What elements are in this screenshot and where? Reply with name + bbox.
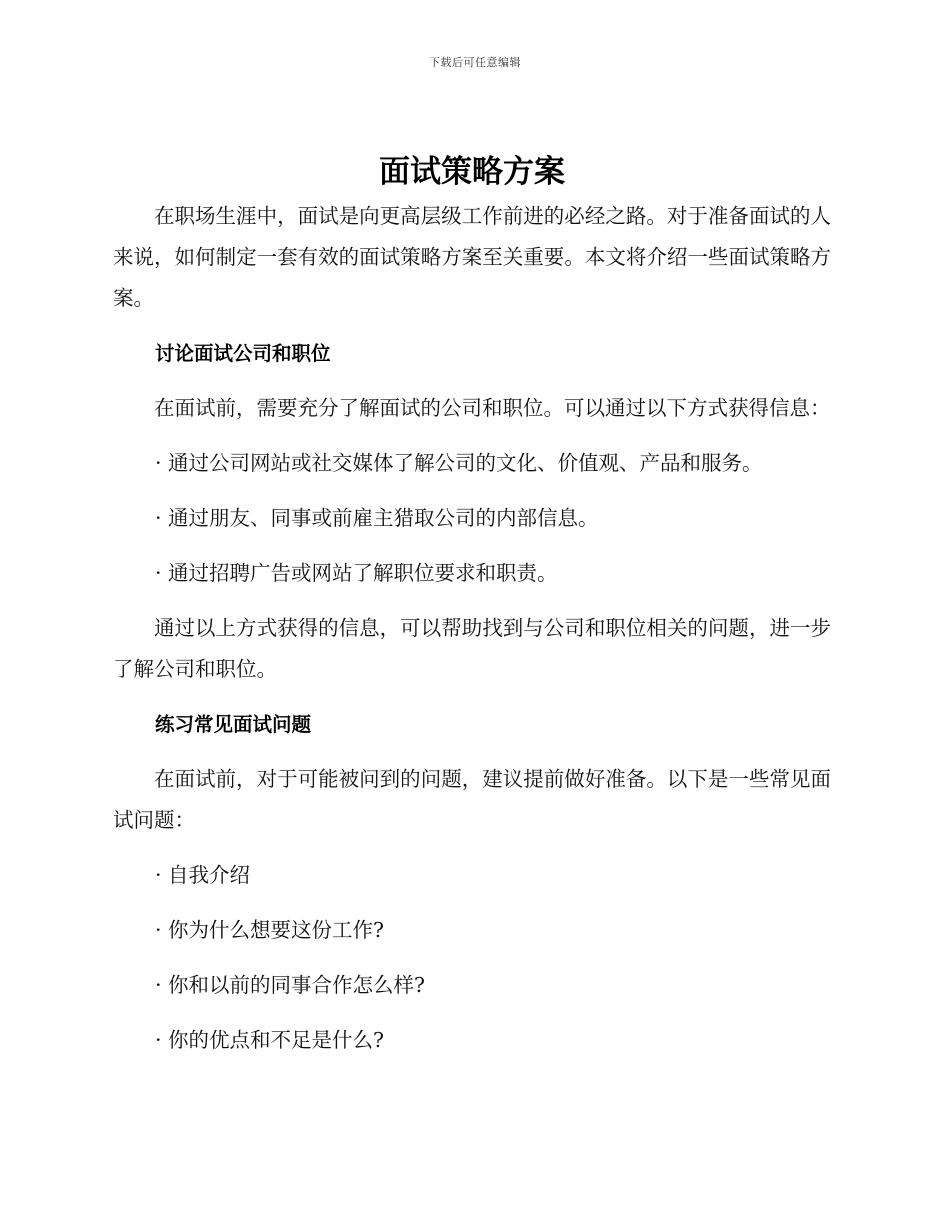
header-note: 下载后可任意编辑 (429, 56, 521, 69)
section2-paragraph: 在面试前，对于可能被问到的问题，建议提前做好准备。以下是一些常见面试问题： (113, 767, 831, 832)
section-heading-company: 讨论面试公司和职位 (155, 342, 331, 365)
spacer (113, 1006, 831, 1020)
spacer (113, 690, 831, 704)
list-item: · 自我介绍 (155, 863, 251, 887)
list-item: · 通过招聘广告或网站了解职位要求和职责。 (155, 561, 558, 585)
list-item: · 通过朋友、同事或前雇主猎取公司的内部信息。 (155, 506, 599, 530)
intro-paragraph: 在职场生涯中，面试是向更高层级工作前进的必经之路。对于准备面试的人来说，如何制定一套有效的面试策略方案至关重要。本文将介绍一些面试策略方案。 (113, 204, 831, 310)
section1-paragraph: 在面试前，需要充分了解面试的公司和职位。可以通过以下方式获得信息： (154, 396, 831, 420)
spacer (113, 429, 831, 443)
spacer (113, 319, 831, 333)
spacer (113, 896, 831, 910)
section1-summary-paragraph: 通过以上方式获得的信息，可以帮助找到与公司和职位相关的问题，进一步了解公司和职位。 (113, 616, 831, 681)
list-item: · 你的优点和不足是什么? (155, 1028, 385, 1052)
spacer (113, 594, 831, 608)
spacer (113, 745, 831, 759)
spacer (113, 841, 831, 855)
spacer (113, 539, 831, 553)
document-body (113, 150, 831, 1061)
list-item: · 你和以前的同事合作怎么样? (155, 973, 426, 997)
list-item: · 通过公司网站或社交媒体了解公司的文化、价值观、产品和服务。 (155, 451, 763, 475)
section-heading-questions: 练习常见面试问题 (155, 713, 312, 736)
spacer (113, 374, 831, 388)
spacer (113, 951, 831, 965)
spacer (113, 484, 831, 498)
document-title: 面试策略方案 (379, 154, 565, 190)
list-item: · 你为什么想要这份工作? (155, 918, 385, 942)
